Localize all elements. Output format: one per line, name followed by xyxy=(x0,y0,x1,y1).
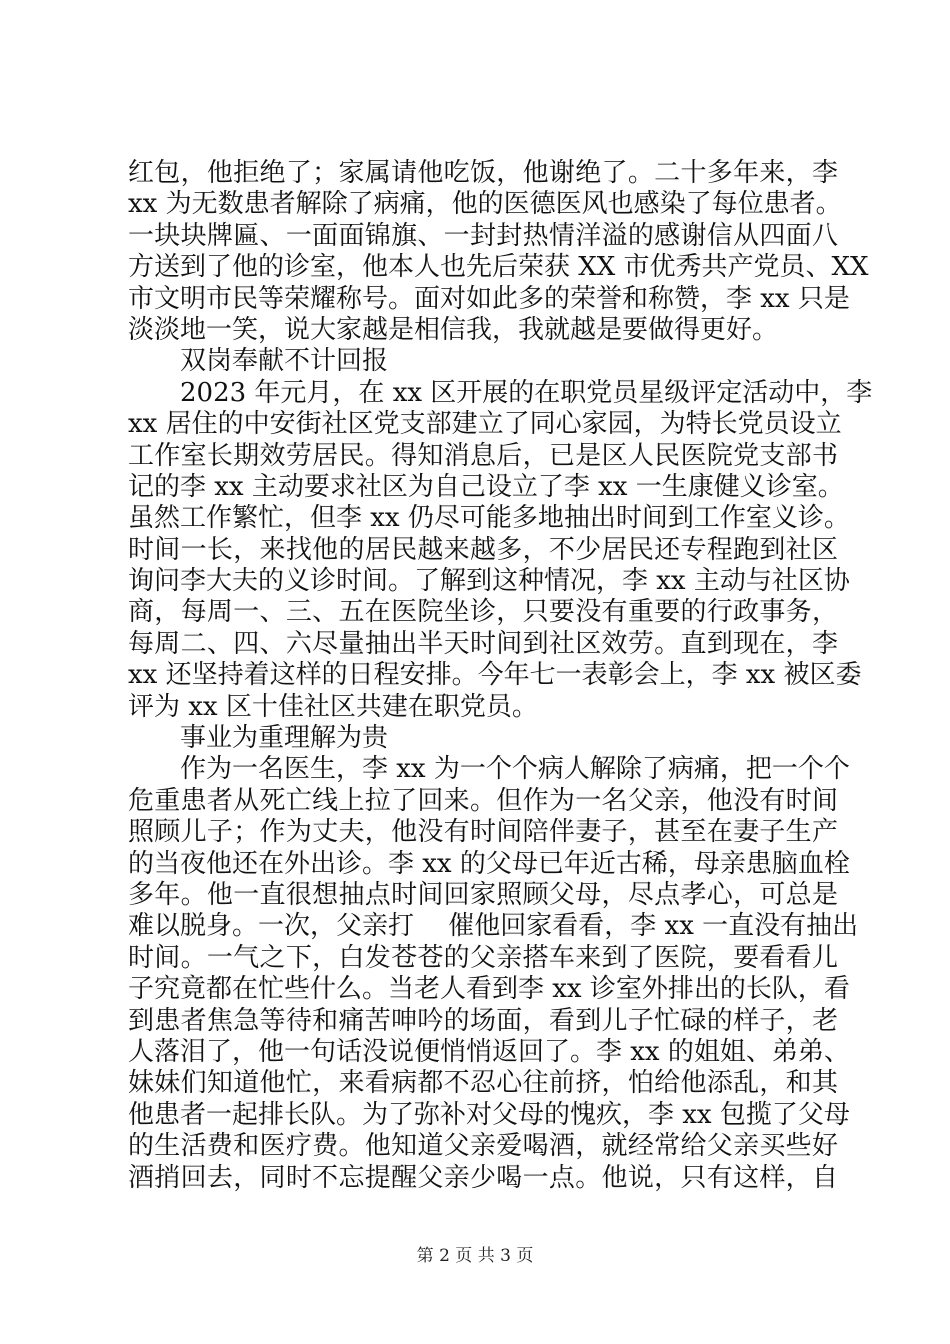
text-line: 酒捎回去，同时不忘提醒父亲少喝一点。他说，只有这样，自 xyxy=(128,1162,838,1193)
text-line: 照顾儿子；作为丈夫，他没有时间陪伴妻子，甚至在妻子生产 xyxy=(128,817,838,848)
section-heading-career: 事业为重理解为贵 xyxy=(180,723,389,754)
text-line: 时间一长，来找他的居民越来越多，不少居民还专程跑到社区 xyxy=(128,534,838,565)
text-line: 方送到了他的诊室，他本人也先后荣获 XX 市优秀共产党员、XX xyxy=(128,252,869,283)
text-line: xx 还坚持着这样的日程安排。今年七一表彰会上，李 xx 被区委 xyxy=(128,660,862,691)
paragraph-career xyxy=(128,754,859,1193)
text-line: 难以脱身。一次，父亲打 催他回家看看，李 xx 一直没有抽出 xyxy=(128,911,859,942)
text-line: 市文明市民等荣耀称号。面对如此多的荣誉和称赞，李 xx 只是 xyxy=(128,283,850,314)
text-line: 2023 年元月，在 xx 区开展的在职党员星级评定活动中，李 xyxy=(180,377,873,408)
document-body xyxy=(128,158,873,1194)
text-line: 到患者焦急等待和痛苦呻吟的场面，看到儿子忙碌的样子，老 xyxy=(128,1005,838,1036)
text-line: 的当夜他还在外出诊。李 xx 的父母已年近古稀，母亲患脑血栓 xyxy=(128,848,850,879)
text-line: xx 居住的中安街社区党支部建立了同心家园，为特长党员设立 xyxy=(128,409,842,440)
text-line: 子究竟都在忙些什么。当老人看到李 xx 诊室外排出的长队，看 xyxy=(128,974,850,1005)
text-line: 淡淡地一笑，说大家越是相信我，我就越是要做得更好。 xyxy=(128,314,779,345)
text-line: 询问李大夫的义诊时间。了解到这种情况，李 xx 主动与社区协 xyxy=(128,566,850,597)
paragraph-dual-post xyxy=(128,377,873,723)
text-line: 每周二、四、六尽量抽出半天时间到社区效劳。直到现在，李 xyxy=(128,628,838,659)
text-line: 商，每周一、三、五在医院坐诊，只要没有重要的行政事务， xyxy=(128,597,838,628)
text-line: 记的李 xx 主动要求社区为自己设立了李 xx 一生康健义诊室。 xyxy=(128,471,844,502)
text-line: 一块块牌匾、一面面锦旗、一封封热情洋溢的感谢信从四面八 xyxy=(128,220,838,251)
text-line: 红包，他拒绝了；家属请他吃饭，他谢绝了。二十多年来，李 xyxy=(128,158,838,188)
text-line: 虽然工作繁忙，但李 xx 仍尽可能多地抽出时间到工作室义诊。 xyxy=(128,503,850,534)
text-line: 人落泪了，他一句话没说便悄悄返回了。李 xx 的姐姐、弟弟、 xyxy=(128,1036,850,1067)
section-heading-dual-post: 双岗奉献不计回报 xyxy=(180,346,389,377)
text-line: xx 为无数患者解除了病痛，他的医德医风也感染了每位患者。 xyxy=(128,189,842,220)
text-line: 评为 xx 区十佳社区共建在职党员。 xyxy=(128,691,538,722)
text-line: 危重患者从死亡线上拉了回来。但作为一名父亲，他没有时间 xyxy=(128,785,838,816)
paragraph-honors xyxy=(128,158,869,346)
text-line: 的生活费和医疗费。他知道父亲爱喝酒，就经常给父亲买些好 xyxy=(128,1131,838,1162)
text-line: 多年。他一直很想抽点时间回家照顾父母，尽点孝心，可总是 xyxy=(128,879,838,910)
page-number-footer: 第 2 页 共 3 页 xyxy=(416,1246,534,1266)
text-line: 妹妹们知道他忙，来看病都不忍心往前挤，怕给他添乱，和其 xyxy=(128,1068,838,1099)
text-line: 他患者一起排长队。为了弥补对父母的愧疚，李 xx 包揽了父母 xyxy=(128,1099,850,1130)
text-line: 工作室长期效劳居民。得知消息后，已是区人民医院党支部书 xyxy=(128,440,838,471)
text-line: 时间。一气之下，白发苍苍的父亲搭车来到了医院，要看看儿 xyxy=(128,942,838,973)
text-line: 作为一名医生，李 xx 为一个个病人解除了病痛，把一个个 xyxy=(180,754,850,785)
